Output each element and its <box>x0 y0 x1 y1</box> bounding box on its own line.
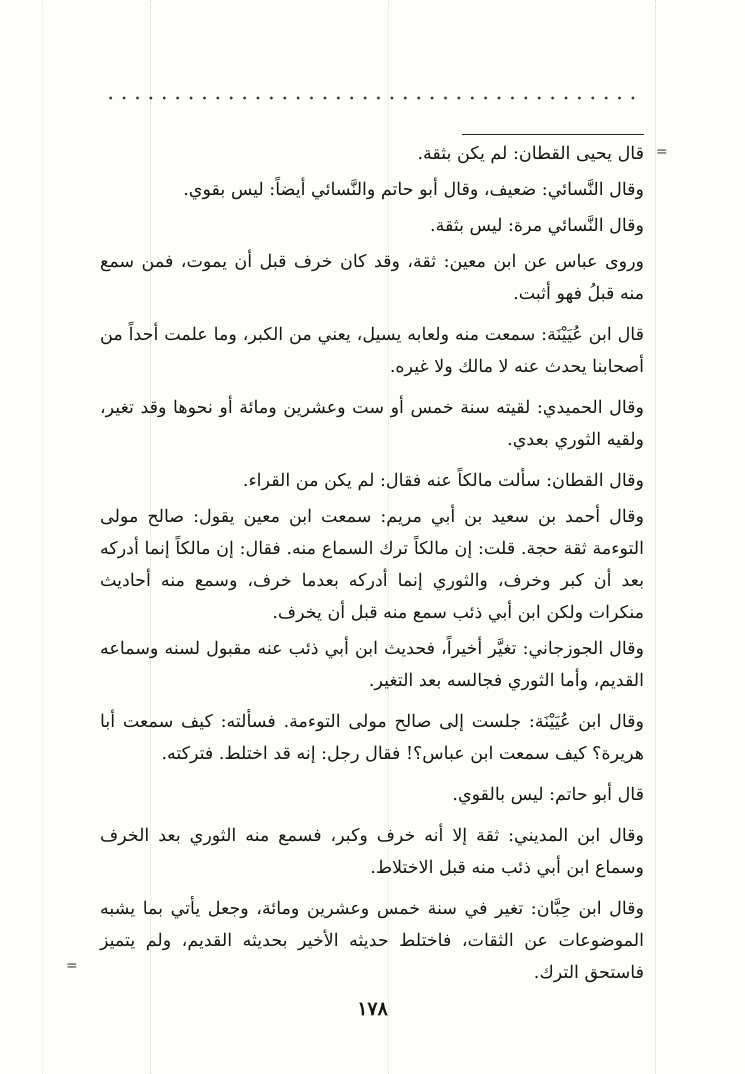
scan-guide-line <box>655 0 656 1074</box>
dotted-separator <box>104 94 640 102</box>
paragraph: وقال النَّسائي مرة: ليس بثقة. <box>430 216 644 236</box>
scan-guide-line <box>42 0 43 1074</box>
paragraph: وقال ابن حِبَّان: تغير في سنة خمس وعشرين ومائة، وجعل يأتي بما يشبه الموضوعات عن الثقات، فاختلط حديثه الأخير بحديثه القديم، ولم يتميز فاستحق الترك. <box>100 899 644 983</box>
paragraph: وقال الجوزجاني: تغيَّر أخيراً، فحديث ابن أبي ذئب عنه مقبول لسنه وسماعه القديم، وأما الثوري فجالسه بعد التغير. <box>100 639 644 691</box>
paragraph: وقال ابن المديني: ثقة إلا أنه خرف وكبر، فسمع منه الثوري بعد الخرف وسماع ابن أبي ذئب منه قبل الاختلاط. <box>100 826 644 878</box>
paragraph: وقال ابن عُيَيْنَة: جلست إلى صالح مولى التوءمة. فسألته: كيف سمعت أبا هريرة؟ كيف سمعت ابن عباس؟! فقال رجل: إنه قد اختلط. فتركته. <box>100 712 644 764</box>
top-rule <box>462 134 644 135</box>
paragraph: قال يحيى القطان: لم يكن بثقة. <box>417 144 644 164</box>
margin-mark: = <box>656 144 668 160</box>
paragraph: قال أبو حاتم: ليس بالقوي. <box>452 785 644 805</box>
margin-mark: = <box>66 958 78 974</box>
body-text <box>100 138 644 998</box>
paragraph: وقال الحميدي: لقيته سنة خمس أو ست وعشرين ومائة أو نحوها وقد تغير، ولقيه الثوري بعدي. <box>100 398 644 450</box>
page-number: ١٧٨ <box>357 998 388 1020</box>
paragraph: وقال النَّسائي: ضعيف، وقال أبو حاتم والنَّسائي أيضاً: ليس بقوي. <box>183 180 644 200</box>
paragraph: وقال القطان: سألت مالكاً عنه فقال: لم يكن من القراء. <box>242 471 644 491</box>
paragraph: وقال أحمد بن سعيد بن أبي مريم: سمعت ابن معين يقول: صالح مولى التوءمة ثقة حجة. قلت: إن مالكاً ترك السماع منه. فقال: إن مالكاً إنما أدركه بعد أن كبر وخرف، والثوري إنما أدركه بعدما خرف، وسمع منه أحاديث منكرات ولكن ابن أبي ذئب سمع منه قبل أن يخرف. <box>100 507 644 623</box>
paragraph: قال ابن عُيَيْنَة: سمعت منه ولعابه يسيل، يعني من الكبر، وما علمت أحداً من أصحابنا يحدث عنه لا مالك ولا غيره. <box>100 325 644 377</box>
paragraph: وروى عباس عن ابن معين: ثقة، وقد كان خرف قبل أن يموت، فمن سمع منه قبلُ فهو أثبت. <box>100 252 644 304</box>
